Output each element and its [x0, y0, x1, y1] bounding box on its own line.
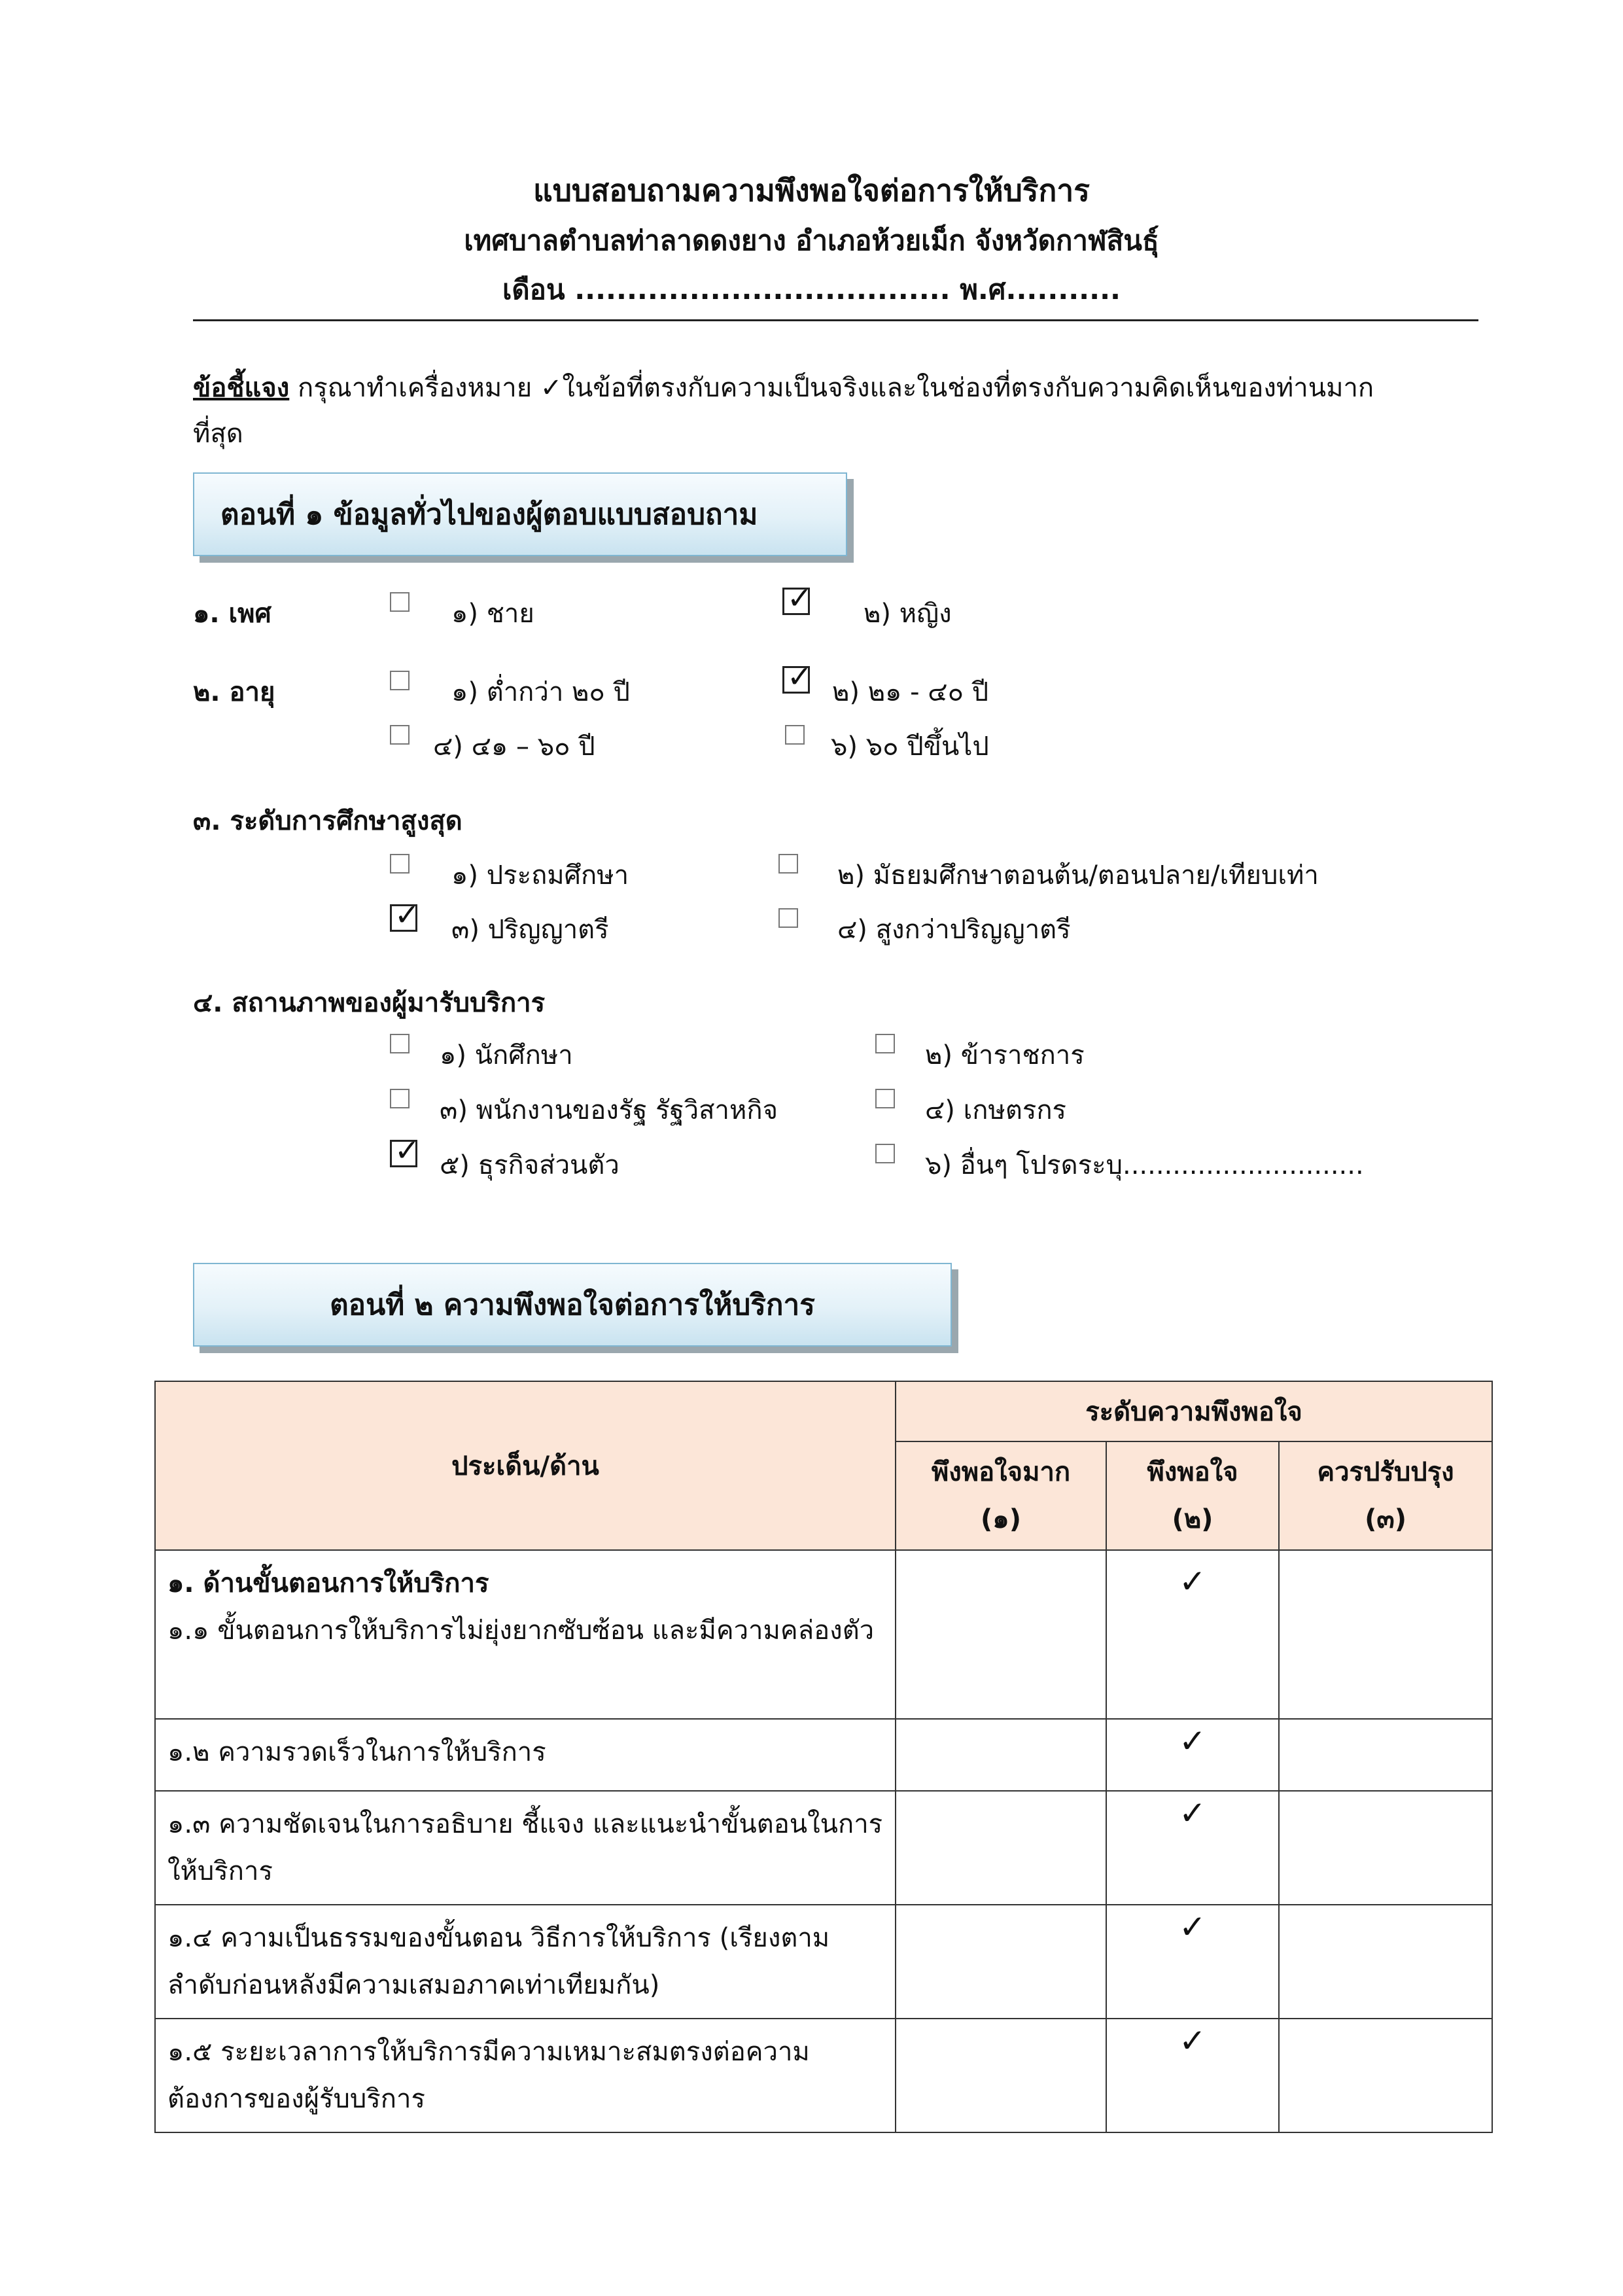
table-row: [155, 2019, 1492, 2132]
part1-title: ตอนที่ ๑ ข้อมูลทั่วไปของผู้ตอบแบบสอบถาม: [220, 498, 758, 531]
row-1-2-needs-improvement[interactable]: [1279, 1719, 1492, 1791]
q2-label: ๒. อายุ: [193, 677, 275, 707]
row-1-1-text: ๑.๑ ขั้นตอนการให้บริการไม่ยุ่งยากซับซ้อน และมีความคล่องตัว: [167, 1616, 875, 1646]
q4-label: ๔. สถานภาพของผู้มารับบริการ: [193, 988, 546, 1018]
row-1-5-very-satisfied[interactable]: [896, 2019, 1106, 2132]
col-very-satisfied-number: (๑): [981, 1504, 1021, 1534]
q2-checkbox-21-40[interactable]: [782, 659, 812, 694]
q2-option-21-40: ๒) ๒๑ - ๔๐ ปี: [832, 677, 989, 707]
checkmark-icon: ✓: [394, 1133, 420, 1168]
q4-checkbox-other[interactable]: [875, 1144, 895, 1163]
col-satisfied-header: [1106, 1441, 1279, 1550]
table-row: [155, 1719, 1492, 1791]
q3-option-primary: ๑) ประถมศึกษา: [451, 860, 629, 891]
checkmark-icon: ✓: [394, 897, 420, 932]
instruction-text: กรุณาทำเครื่องหมาย ✓ในข้อที่ตรงกับความเป็นจริงและในช่องที่ตรงกับความคิดเห็นของท่านมาก: [289, 373, 1374, 403]
header-divider: [193, 319, 1478, 321]
checkmark-icon: ✓: [1179, 1722, 1206, 1760]
row-1-5-satisfied[interactable]: [1106, 2019, 1279, 2132]
q4-option-student: ๑) นักศึกษา: [440, 1040, 573, 1070]
col-needs-improvement-number: (๓): [1365, 1504, 1406, 1534]
row-1-4-satisfied[interactable]: [1106, 1905, 1279, 2019]
row-1-3-satisfied[interactable]: [1106, 1791, 1279, 1905]
row-1-4-text: ๑.๔ ความเป็นธรรมของขั้นตอน วิธีการให้บริการ (เรียงตามลำดับก่อนหลังมีความเสมอภาคเท่าเทียมกัน): [155, 1905, 896, 2019]
q2-option-under20: ๑) ต่ำกว่า ๒๐ ปี: [451, 677, 630, 707]
table-row: [155, 1791, 1492, 1905]
q4-option-civil-servant: ๒) ข้าราชการ: [925, 1040, 1085, 1070]
satisfaction-table: [154, 1381, 1493, 2133]
row-1-1-very-satisfied[interactable]: [896, 1550, 1106, 1719]
q4-checkbox-state-employee[interactable]: [390, 1089, 410, 1108]
row-1-1-cell: [155, 1550, 896, 1719]
col-satisfied-label: พึงพอใจ: [1147, 1457, 1238, 1487]
col-very-satisfied-label: พึงพอใจมาก: [931, 1457, 1071, 1487]
row-1-1-satisfied[interactable]: [1106, 1550, 1279, 1719]
q1-label: ๑. เพศ: [193, 599, 271, 629]
col-satisfied-number: (๒): [1172, 1504, 1213, 1534]
q4-checkbox-farmer[interactable]: [875, 1089, 895, 1108]
col-topic-header: ประเด็น/ด้าน: [155, 1381, 896, 1550]
q4-checkbox-student[interactable]: [390, 1034, 410, 1053]
section-1-label: ๑. ด้านขั้นตอนการให้บริการ: [167, 1568, 489, 1598]
organization-line: เทศบาลตำบลท่าลาดดงยาง อำเภอห้วยเม็ก จังหวัดกาฬสินธุ์: [464, 224, 1159, 256]
q2-checkbox-under20[interactable]: [390, 671, 410, 690]
row-1-5-text: ๑.๕ ระยะเวลาการให้บริการมีความเหมาะสมตรงต่อความต้องการของผู้รับบริการ: [155, 2019, 896, 2132]
q4-option-other: ๖) อื่นๆ โปรดระบุ.............................: [925, 1150, 1364, 1180]
q3-checkbox-primary[interactable]: [390, 854, 410, 874]
q4-checkbox-civil-servant[interactable]: [875, 1034, 895, 1053]
q3-option-secondary: ๒) มัธยมศึกษาตอนต้น/ตอนปลาย/เทียบเท่า: [837, 860, 1319, 891]
checkmark-icon: ✓: [787, 659, 812, 694]
q1-option-female: ๒) หญิง: [864, 599, 952, 629]
col-needs-improvement-label: ควรปรับปรุง: [1317, 1457, 1454, 1487]
checkmark-icon: ✓: [1179, 1908, 1206, 1946]
q4-option-business: ๕) ธุรกิจส่วนตัว: [440, 1150, 620, 1180]
q3-checkbox-secondary[interactable]: [778, 854, 798, 874]
row-1-1-needs-improvement[interactable]: [1279, 1550, 1492, 1719]
q3-label: ๓. ระดับการศึกษาสูงสุด: [193, 806, 462, 836]
row-1-5-needs-improvement[interactable]: [1279, 2019, 1492, 2132]
q1-checkbox-female[interactable]: [782, 580, 812, 616]
instruction-text-2: ที่สุด: [193, 419, 243, 449]
q2-checkbox-41-60[interactable]: [390, 725, 410, 745]
table-row: [155, 1550, 1492, 1719]
q2-option-over60: ๖) ๖๐ ปีขึ้นไป: [831, 732, 989, 762]
checkmark-icon: ✓: [1179, 2022, 1206, 2060]
q1-option-male: ๑) ชาย: [451, 599, 534, 629]
q3-option-bachelor: ๓) ปริญญาตรี: [451, 915, 609, 945]
row-1-2-very-satisfied[interactable]: [896, 1719, 1106, 1791]
q4-checkbox-business[interactable]: [390, 1133, 420, 1168]
row-1-3-text: ๑.๓ ความชัดเจนในการอธิบาย ชี้แจง และแนะนำขั้นตอนในการให้บริการ: [155, 1791, 896, 1905]
q4-option-state-employee: ๓) พนักงานของรัฐ รัฐวิสาหกิจ: [440, 1095, 778, 1125]
row-1-3-very-satisfied[interactable]: [896, 1791, 1106, 1905]
instruction-label: ข้อชี้แจง: [193, 373, 290, 403]
q1-checkbox-male[interactable]: [390, 592, 410, 612]
row-1-3-needs-improvement[interactable]: [1279, 1791, 1492, 1905]
checkmark-icon: ✓: [1179, 1563, 1206, 1600]
q3-option-above-bachelor: ๔) สูงกว่าปริญญาตรี: [837, 915, 1071, 945]
form-title: แบบสอบถามความพึงพอใจต่อการให้บริการ: [533, 173, 1090, 208]
part2-header: [193, 1263, 952, 1347]
col-needs-improvement-header: [1279, 1441, 1492, 1550]
q3-checkbox-bachelor[interactable]: [390, 897, 420, 932]
q4-option-farmer: ๔) เกษตรกร: [925, 1095, 1067, 1125]
q2-option-41-60: ๔) ๔๑ – ๖๐ ปี: [433, 732, 595, 762]
table-row: [155, 1905, 1492, 2019]
row-1-2-text: ๑.๒ ความรวดเร็วในการให้บริการ: [155, 1719, 896, 1791]
instruction: [193, 366, 1374, 408]
part2-title: ตอนที่ ๒ ความพึงพอใจต่อการให้บริการ: [330, 1288, 815, 1322]
month-year-line: เดือน .................................... พ.ศ...........: [502, 274, 1121, 306]
col-very-satisfied-header: [896, 1441, 1106, 1550]
col-level-header: ระดับความพึงพอใจ: [896, 1381, 1492, 1441]
q2-checkbox-over60[interactable]: [785, 725, 805, 745]
checkmark-icon: ✓: [1179, 1794, 1206, 1832]
checkmark-icon: ✓: [787, 580, 812, 616]
part1-header: [193, 472, 847, 556]
row-1-2-satisfied[interactable]: [1106, 1719, 1279, 1791]
row-1-4-very-satisfied[interactable]: [896, 1905, 1106, 2019]
q3-checkbox-above-bachelor[interactable]: [778, 908, 798, 928]
row-1-4-needs-improvement[interactable]: [1279, 1905, 1492, 2019]
